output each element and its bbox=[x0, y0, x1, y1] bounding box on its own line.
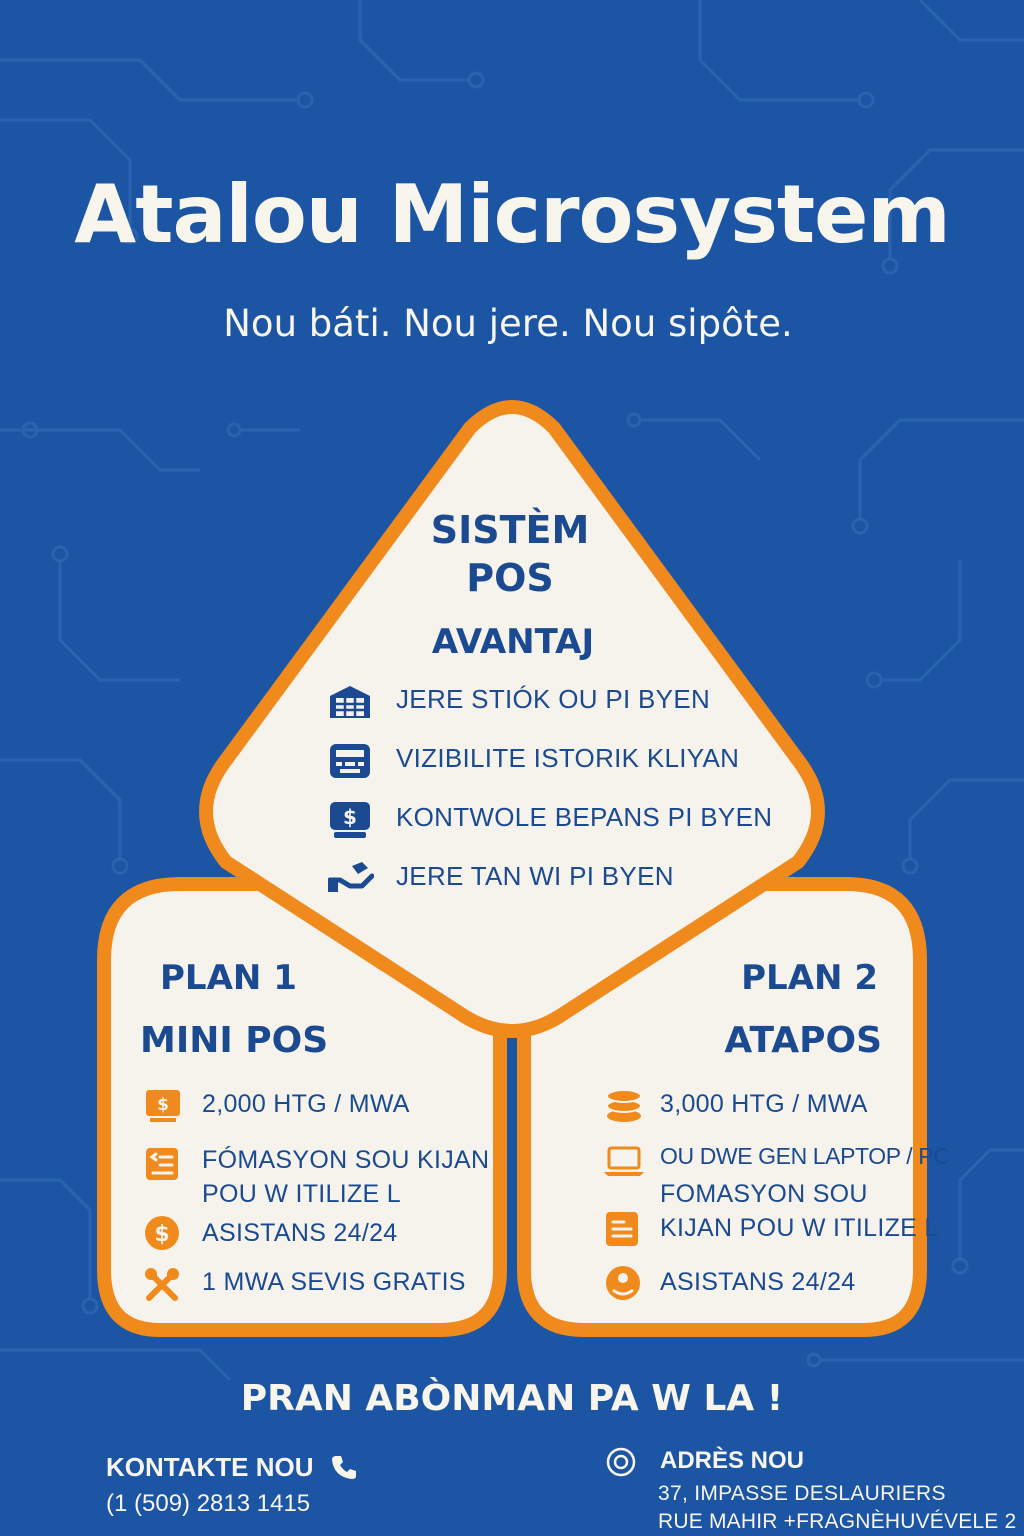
dollar-screen-icon bbox=[328, 800, 372, 840]
warehouse-icon bbox=[328, 684, 372, 720]
price-tag-icon bbox=[144, 1088, 182, 1124]
plan2-item-1-line: 3,000 HTG / MWA bbox=[660, 1090, 868, 1118]
laptop-icon bbox=[602, 1146, 646, 1178]
subscribe-cta: PRAN ABÒNMAN PA W LA ! bbox=[240, 1378, 784, 1419]
top-panel-title-line1: SISTÈM bbox=[430, 508, 590, 552]
plan1-item-3-line: ASISTANS 24/24 bbox=[202, 1219, 398, 1247]
plan1-item-4-line: 1 MWA SEVIS GRATIS bbox=[202, 1268, 466, 1296]
plan2-item-3-line1: FOMASYON SOU bbox=[660, 1180, 868, 1208]
training-icon bbox=[144, 1146, 180, 1182]
top-item-4: JERE TAN WI PI BYEN bbox=[396, 861, 674, 891]
plan1-item-4 bbox=[202, 1268, 466, 1297]
svg-text:$: $ bbox=[154, 1222, 170, 1247]
contact-phone[interactable]: (1 (509) 2813 1415 bbox=[106, 1490, 311, 1517]
hand-icon bbox=[328, 860, 374, 894]
plan2-item-1 bbox=[660, 1090, 868, 1119]
plan2-item-3 bbox=[660, 1177, 939, 1245]
plan1-name: MINI POS bbox=[140, 1020, 329, 1061]
tools-icon bbox=[143, 1266, 181, 1304]
support-icon bbox=[604, 1264, 642, 1302]
top-item-3: KONTWOLE BEPANS PI BYEN bbox=[396, 802, 773, 832]
top-panel-title bbox=[380, 506, 640, 602]
svg-text:$: $ bbox=[157, 1095, 169, 1115]
plan2-item-4-line: ASISTANS 24/24 bbox=[660, 1268, 856, 1296]
address-line2: RUE MAHIR +FRAGNÈHUVÉVELE 2 bbox=[658, 1510, 1017, 1533]
register-icon bbox=[328, 742, 372, 780]
address-line1: 37, IMPASSE DESLAURIERS bbox=[658, 1482, 946, 1505]
plan1-item-1-line: 2,000 HTG / MWA bbox=[202, 1090, 410, 1118]
phone-icon bbox=[330, 1453, 358, 1481]
plan2-item-2-line: OU DWE GEN LAPTOP / PC bbox=[660, 1143, 950, 1169]
plan2-item-2 bbox=[660, 1143, 949, 1170]
top-panel-subtitle: AVANTAJ bbox=[431, 622, 595, 662]
plan2-item-3-line2: KIJAN POU W ITILIZE L bbox=[660, 1214, 939, 1242]
plan1-item-2 bbox=[202, 1143, 489, 1211]
plan1-label: PLAN 1 bbox=[160, 958, 297, 998]
contact-label: KONTAKTE NOU bbox=[106, 1452, 314, 1482]
top-panel-title-line2: POS bbox=[466, 556, 554, 600]
address-label: ADRÈS NOU bbox=[660, 1447, 805, 1474]
plan1-item-3 bbox=[202, 1219, 398, 1248]
top-item-2: VIZIBILITE ISTORIK KLIYAN bbox=[396, 743, 740, 773]
dollar-coin-icon bbox=[143, 1214, 181, 1252]
top-item-1: JERE STIÓK OU PI BYEN bbox=[396, 684, 711, 714]
plan1-item-2-line1: FÓMASYON SOU KIJAN bbox=[202, 1146, 490, 1174]
plan2-item-4 bbox=[660, 1268, 856, 1297]
plan1-item-1 bbox=[202, 1090, 410, 1119]
document-icon bbox=[604, 1210, 640, 1248]
svg-text:$: $ bbox=[343, 805, 357, 829]
plan1-item-2-line2: POU W ITILIZE L bbox=[202, 1180, 401, 1208]
coins-icon bbox=[604, 1088, 644, 1124]
tagline: Nou báti. Nou jere. Nou sipôte. bbox=[223, 302, 793, 345]
plan2-label: PLAN 2 bbox=[741, 958, 878, 998]
page-title: Atalou Microsystem bbox=[74, 168, 950, 261]
location-icon bbox=[606, 1447, 636, 1477]
plan2-name: ATAPOS bbox=[724, 1020, 882, 1061]
